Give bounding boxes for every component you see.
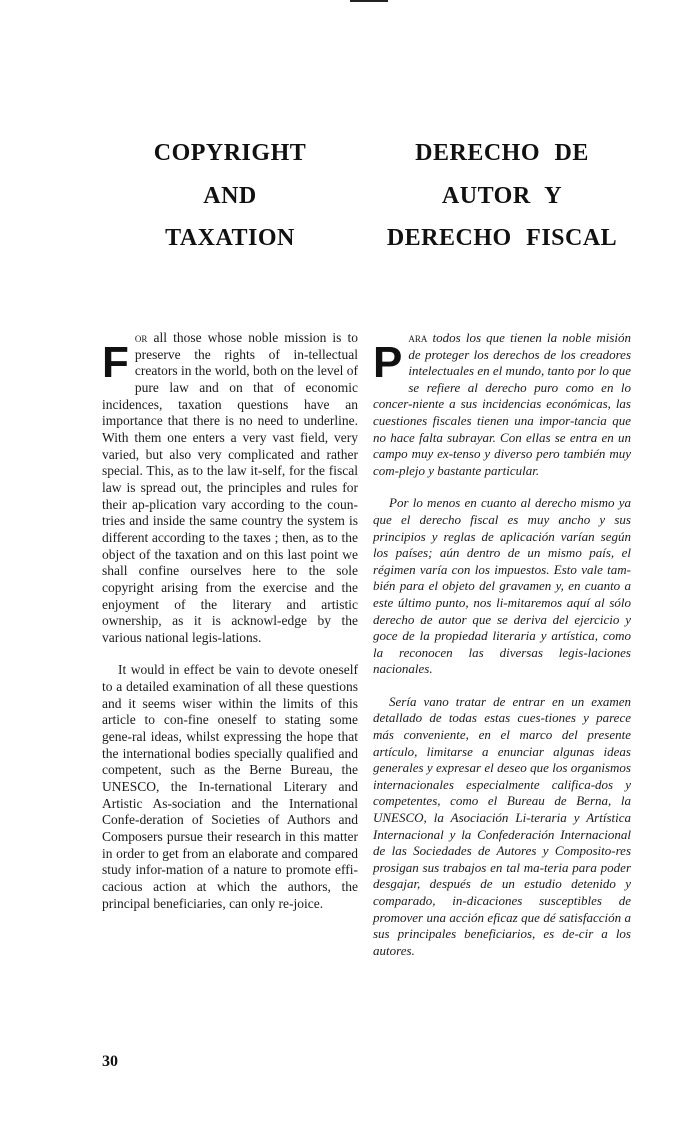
spanish-title-line: DERECHO FISCAL bbox=[386, 225, 618, 251]
spanish-drop-cap: P bbox=[373, 338, 403, 387]
english-title bbox=[102, 132, 358, 260]
spanish-title-line: AUTOR Y bbox=[441, 182, 563, 209]
spanish-title-line: DERECHO DE bbox=[415, 140, 589, 166]
top-rule bbox=[350, 0, 388, 2]
english-drop-cap: F bbox=[102, 338, 129, 387]
spanish-lead-word: ara bbox=[408, 330, 428, 345]
english-title-line: AND bbox=[203, 182, 257, 209]
spanish-body bbox=[373, 330, 631, 959]
english-title-line: TAXATION bbox=[165, 225, 295, 251]
english-body bbox=[102, 330, 358, 912]
english-lead-word: or bbox=[134, 330, 148, 345]
english-paragraph bbox=[102, 330, 358, 646]
spanish-paragraph-text: todos los que tienen la noble misión de proteger los derechos de los creadores intelectuales en el mundo, tanto por lo que se refiere al derecho puro como en lo concer-niente a sus incidencias económicas, las cuestiones fiscales tienen una impor-tancia que no hace falta subrayar. Con ellas se entra en un campo muy ex-tenso y diverso pero también muy com-plejo y bastante particular. bbox=[373, 330, 631, 478]
spanish-paragraph: Por lo menos en cuanto al derecho mismo ya que el derecho fiscal es muy ancho y sus principios y reglas de aplicación varían según los países; aún dentro de un mismo país, el régimen varía con los impuestos. Esto vale tam-bién para el objeto del gravamen y, en cuanto a este último punto, nos li-mitaremos aquí al sólo derecho de autor que se deriva del ejercicio y goce de la propiedad literaria y artística, como la reconocen las diversas legis-laciones nacionales. bbox=[373, 495, 631, 677]
english-paragraph-text: all those whose noble mission is to preserve the rights of in-tellectual creators in the world, both on the level of pure law and on that of economic incidences, taxation questions have an importance that there is no need to underline. With them one enters a very vast field, very varied, but also very complicated and rather special. This, as to the law it-self, for the fiscal law is spread out, the principles and rules for their ap-plication vary according to the coun-tries and inside the same country the system is different according to the taxes ; then, as to the object of the taxation and on this last point we shall confine ourselves here to the sole copyright arising from the exercise and the enjoyment of the literary and artistic ownership, as it is acknowl-edge by the various national legis-lations. bbox=[102, 330, 358, 645]
spanish-title bbox=[373, 132, 631, 260]
spanish-paragraph bbox=[373, 330, 631, 479]
english-title-line: COPYRIGHT bbox=[153, 140, 307, 166]
english-paragraph: It would in effect be vain to devote oneself to a detailed examination of all these questions and it seems wiser within the limits of this article to con-fine oneself to stating some gene-ral ideas, whilst expressing the hope that the international bodies specially qualified and competent, such as the Berne Bureau, the UNESCO, the In-ternational Literary and Artistic As-sociation and the International Confe-deration of Societies of Authors and Composers pursue their research in this matter in order to get from an elaborate and compared study infor-mation of a nature to promote effi-cacious action at which the authors, the principal beneficiaries, can only re-joice. bbox=[102, 662, 358, 911]
page-number: 30 bbox=[102, 1053, 118, 1070]
spanish-paragraph: Sería vano tratar de entrar en un examen detallado de todas estas cues-tiones y parece más conveniente, en el marco del presente artículo, limitarse a enunciar algunas ideas generales y expresar el deseo que los organismos internacionales especialmente califica-dos y competentes, como el Bureau de Berna, la UNESCO, la Asociación Li-teraria y Artística Internacional y la Confederación Internacional de las Sociedades de Autores y Composito-res prosigan sus trabajos en tal ma-teria para poder desgajar, después de un estudio detenido y comparado, in-dicaciones susceptibles de promover una acción eficaz que dé satisfacción a sus principales beneficiarios, es de-cir a los autores. bbox=[373, 693, 631, 958]
